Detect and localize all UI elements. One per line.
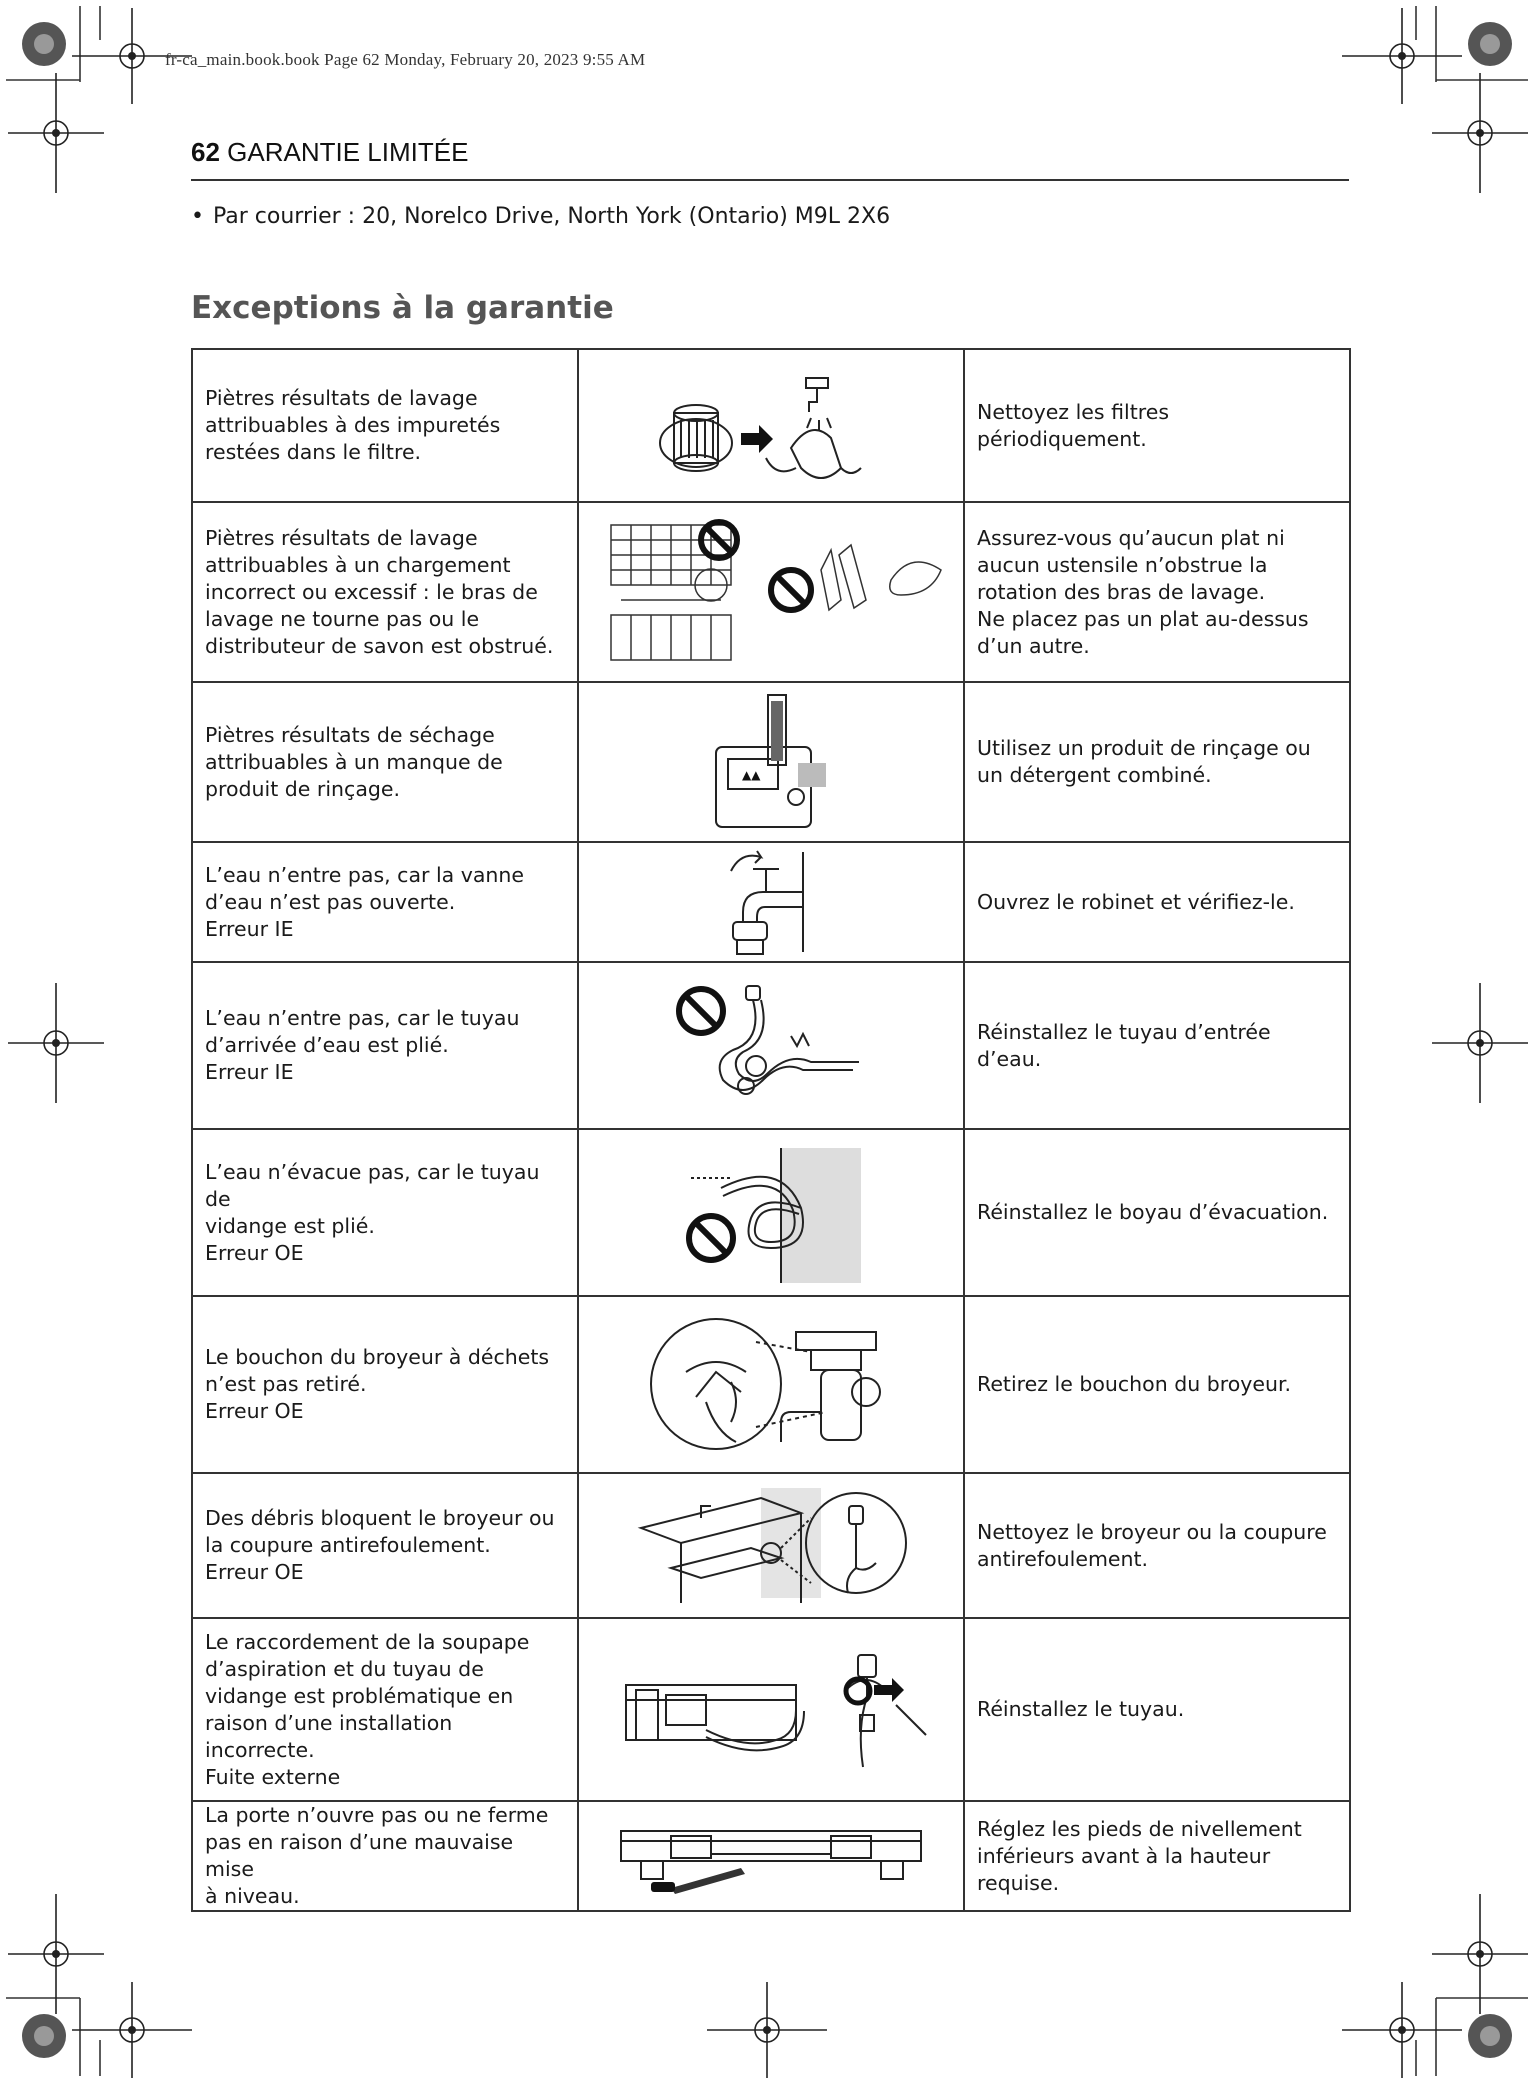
problem-cell: L’eau n’entre pas, car la vanne d’eau n’est pas ouverte. Erreur IE [192,842,578,962]
solution-cell: Retirez le bouchon du broyeur. [964,1296,1350,1473]
filter-cleaning-icon [641,358,901,493]
table-row [192,1801,1350,1911]
solution-cell: Utilisez un produit de rinçage ou un détergent combiné. [964,682,1350,842]
illustration-cell [578,502,964,682]
illustration-cell [578,349,964,502]
solution-cell: Ouvrez le robinet et vérifiez-le. [964,842,1350,962]
table-row [192,349,1350,502]
solution-cell: Réinstallez le tuyau. [964,1618,1350,1801]
problem-cell: Le bouchon du broyeur à déchets n’est pas retiré. Erreur OE [192,1296,578,1473]
address-text: Par courrier : 20, Norelco Drive, North York (Ontario) M9L 2X6 [213,204,891,229]
problem-cell: Piètres résultats de lavage attribuables à un chargement incorrect ou excessif : le bras de lavage ne tourne pas ou le distributeur de savon est obstrué. [192,502,578,682]
address-bullet [191,204,890,229]
problem-cell: La porte n’ouvre pas ou ne ferme pas en raison d’une mauvaise mise à niveau. [192,1801,578,1911]
problem-cell: L’eau n’évacue pas, car le tuyau de vidange est plié. Erreur OE [192,1129,578,1296]
problem-cell: Des débris bloquent le broyeur ou la coupure antirefoulement. Erreur OE [192,1473,578,1618]
table-row [192,1129,1350,1296]
page-number: 62 [191,137,220,167]
kinked-inlet-hose-icon [671,971,871,1121]
page-title: GARANTIE LIMITÉE [227,137,469,167]
water-valve-icon [711,847,831,957]
print-slug: fr-ca_main.book.book Page 62 Monday, February 20, 2023 9:55 AM [165,50,646,69]
solution-cell: Réinstallez le tuyau d’entrée d’eau. [964,962,1350,1129]
page-header [191,137,468,168]
svg-text:▲▲: ▲▲ [742,768,761,782]
table-row [192,1473,1350,1618]
problem-cell: Piètres résultats de lavage attribuables à des impuretés restées dans le filtre. [192,349,578,502]
solution-cell: Nettoyez le broyeur ou la coupure antirefoulement. [964,1473,1350,1618]
problem-cell: Piètres résultats de séchage attribuables à un manque de produit de rinçage. [192,682,578,842]
illustration-cell [578,1296,964,1473]
header-rule [191,179,1349,181]
illustration-cell [578,962,964,1129]
problem-cell: Le raccordement de la soupape d’aspiration et du tuyau de vidange est problématique en raison d’une installation incorrecte. Fuite externe [192,1618,578,1801]
leveling-feet-icon [611,1816,931,1896]
illustration-cell [578,1618,964,1801]
rinse-aid-icon [706,687,836,837]
solution-cell: Réglez les pieds de nivellement inférieurs avant à la hauteur requise. [964,1801,1350,1911]
kinked-drain-hose-icon [671,1138,871,1288]
table-row [192,682,1350,842]
solution-cell: Réinstallez le boyau d’évacuation. [964,1129,1350,1296]
hose-connection-icon [606,1635,936,1785]
illustration-cell [578,842,964,962]
illustration-cell [578,682,964,842]
table-row [192,962,1350,1129]
solution-cell: Assurez-vous qu’aucun plat ni aucun ustensile n’obstrue la rotation des bras de lavage. Ne placez pas un plat au-dessus d’un autre. [964,502,1350,682]
illustration-cell [578,1473,964,1618]
bullet-dot: • [191,204,204,229]
section-title: Exceptions à la garantie [191,290,614,326]
table-row [192,502,1350,682]
problem-cell: L’eau n’entre pas, car le tuyau d’arrivée d’eau est plié. Erreur IE [192,962,578,1129]
air-gap-icon [631,1478,911,1613]
warranty-exceptions-table [191,348,1351,1912]
table-row [192,842,1350,962]
table-row [192,1618,1350,1801]
incorrect-loading-icon [591,510,951,675]
solution-cell: Nettoyez les filtres périodiquement. [964,349,1350,502]
table-row [192,1296,1350,1473]
illustration-cell [578,1129,964,1296]
illustration-cell [578,1801,964,1911]
disposer-plug-icon [646,1302,896,1467]
